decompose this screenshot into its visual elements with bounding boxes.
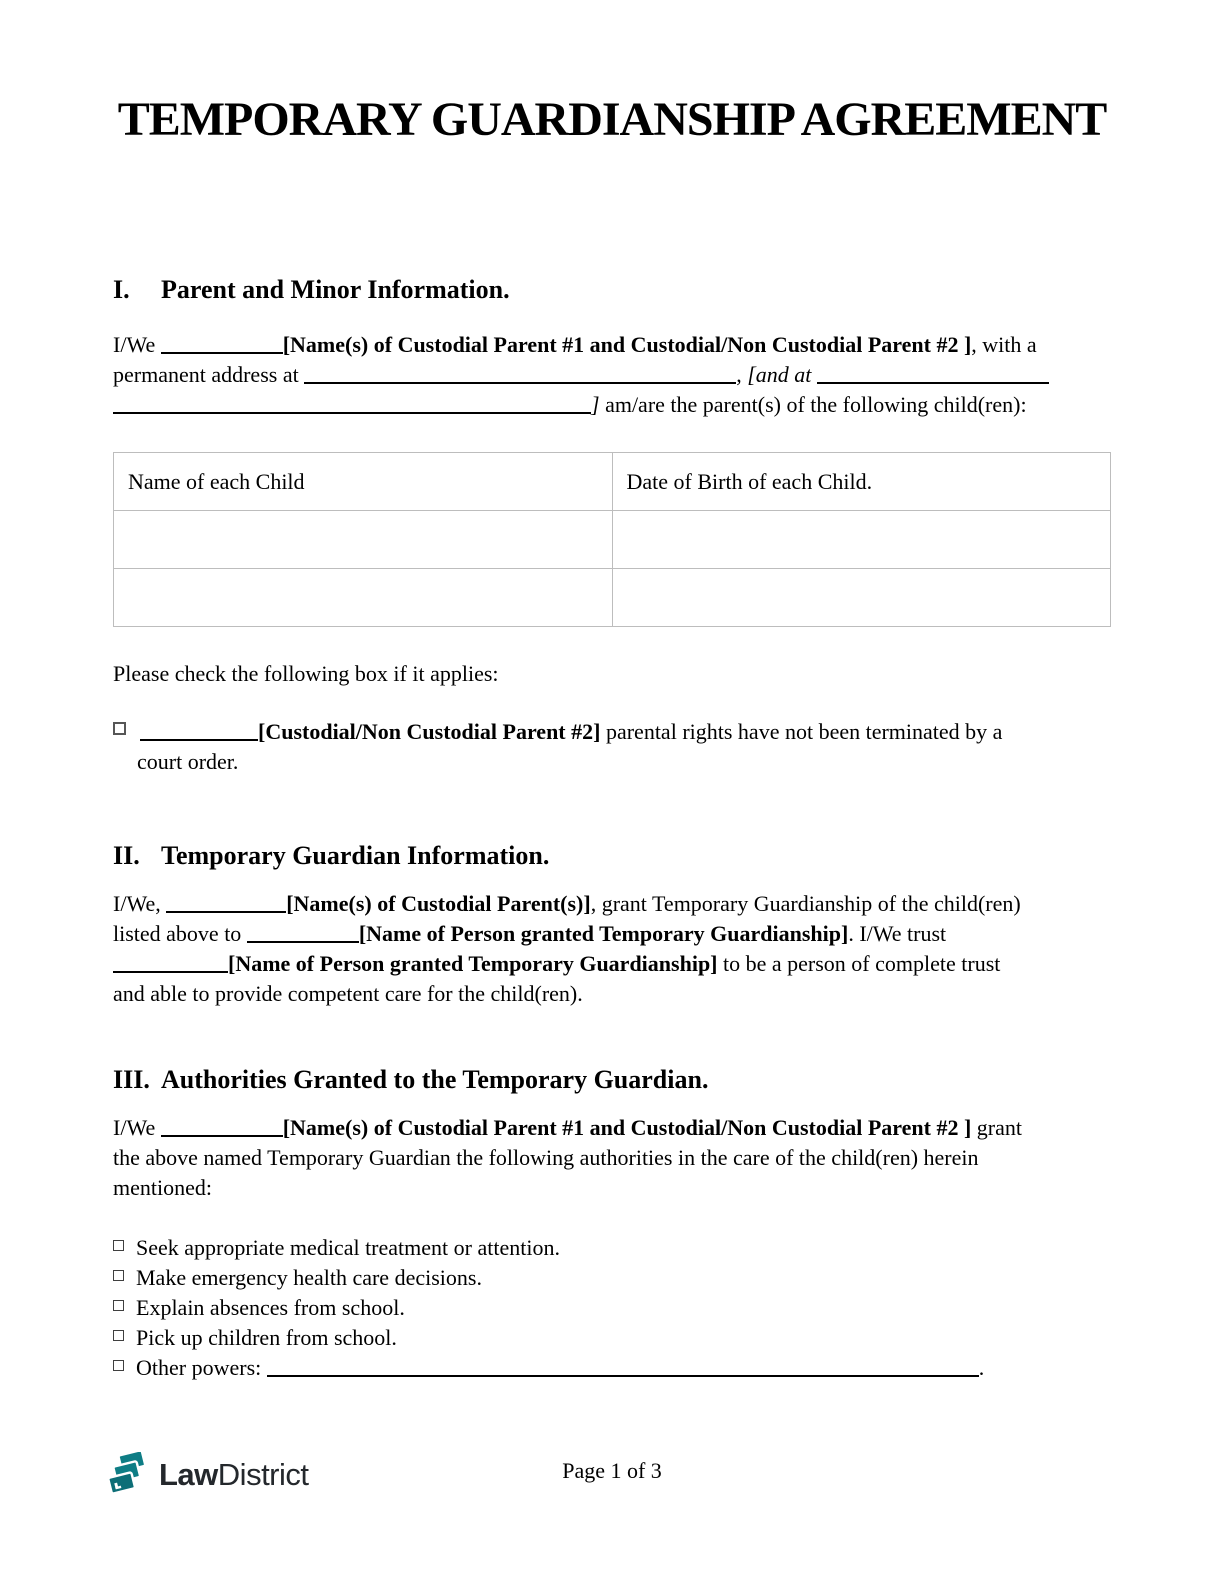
text-segment: mentioned: [113, 1175, 212, 1200]
pick-up-children-checkbox[interactable] [113, 1330, 124, 1341]
section-2-number: II. [113, 841, 140, 870]
section-1-paragraph [113, 330, 1111, 420]
authorities-checklist [113, 1235, 1111, 1385]
checklist-item [113, 1235, 1111, 1265]
placeholder-custodial-parents: [Name(s) of Custodial Parent(s)] [286, 891, 591, 916]
text-segment: , [736, 362, 748, 387]
text-segment: permanent address at [113, 362, 305, 387]
table-row [114, 569, 1111, 627]
check-prompt: Please check the following box if it applies: [113, 661, 499, 686]
section-2-paragraph [113, 889, 1111, 1009]
text-segment: the above named Temporary Guardian the following authorities in the care of the child(ren) herein [113, 1145, 979, 1170]
explain-absences-checkbox[interactable] [113, 1300, 124, 1311]
text-segment: , grant Temporary Guardianship of the child(ren) [590, 891, 1021, 916]
blank-field-address-3 [113, 396, 591, 414]
blank-field-address-1 [304, 366, 736, 384]
text-segment-italic: ] [591, 392, 600, 417]
text-segment: , with a [971, 332, 1037, 357]
checklist-item-label: Explain absences from school. [136, 1295, 405, 1320]
blank-field-address-2 [817, 366, 1049, 384]
placeholder-guardian-name: [Name of Person granted Temporary Guardianship] [358, 921, 849, 946]
table-header-child-dob: Date of Birth of each Child. [612, 453, 1111, 511]
checklist-item-other-powers [113, 1355, 1111, 1385]
text-segment: am/are the parent(s) of the following child(ren): [599, 392, 1027, 417]
lawdistrict-logo-icon [105, 1452, 151, 1498]
placeholder-parent2: [Custodial/Non Custodial Parent #2] [258, 719, 601, 744]
section-2-heading [113, 841, 1111, 871]
text-segment: and able to provide competent care for the child(ren). [113, 981, 583, 1006]
section-3-title: Authorities Granted to the Temporary Guardian. [161, 1065, 709, 1094]
table-cell-child-name-2[interactable] [114, 569, 613, 627]
lawdistrict-logo [105, 1452, 309, 1498]
text-segment: to be a person of complete trust [717, 951, 1001, 976]
lawdistrict-logo-text [159, 1457, 309, 1493]
blank-field-other-powers [267, 1359, 979, 1377]
blank-field-guardian-name-2 [113, 955, 228, 973]
checklist-item-label: Make emergency health care decisions. [136, 1265, 482, 1290]
section-2-title: Temporary Guardian Information. [161, 841, 550, 870]
section-3-paragraph [113, 1113, 1111, 1203]
section-1-heading [113, 275, 1111, 305]
text-segment: I/We, [113, 891, 167, 916]
medical-treatment-checkbox[interactable] [113, 1240, 124, 1251]
placeholder-parent-names: [Name(s) of Custodial Parent #1 and Custodial/Non Custodial Parent #2 ] [282, 332, 972, 357]
table-cell-child-dob-1[interactable] [612, 511, 1111, 569]
other-powers-checkbox[interactable] [113, 1360, 124, 1371]
logo-law-text: Law [159, 1457, 218, 1492]
emergency-health-checkbox[interactable] [113, 1270, 124, 1281]
parental-rights-checkbox-item [113, 717, 1111, 777]
text-segment: listed above to [113, 921, 247, 946]
blank-field-parent-names-2 [161, 1119, 283, 1137]
logo-district-text: District [217, 1457, 309, 1492]
table-cell-child-name-1[interactable] [114, 511, 613, 569]
blank-field-parent-names [161, 336, 283, 354]
table-header-row [114, 453, 1111, 511]
placeholder-guardian-name: [Name of Person granted Temporary Guardianship] [228, 951, 718, 976]
placeholder-parent-names: [Name(s) of Custodial Parent #1 and Custodial/Non Custodial Parent #2 ] [282, 1115, 972, 1140]
text-segment: I/We [113, 332, 161, 357]
text-segment: . [978, 1355, 985, 1380]
checklist-item [113, 1325, 1111, 1355]
document-title: TEMPORARY GUARDIANSHIP AGREEMENT [117, 93, 1107, 146]
checklist-item-label: Pick up children from school. [136, 1325, 397, 1350]
blank-field-guardian-name-1 [247, 925, 359, 943]
text-segment: grant [971, 1115, 1022, 1140]
section-1-title: Parent and Minor Information. [161, 275, 510, 304]
blank-field-parent2-name [140, 723, 258, 741]
text-segment: I/We [113, 1115, 161, 1140]
section-1-number: I. [113, 275, 130, 304]
text-segment: . I/We trust [848, 921, 947, 946]
children-table [113, 452, 1111, 627]
parental-rights-checkbox[interactable] [113, 722, 126, 735]
page-number: Page 1 of 3 [562, 1458, 662, 1483]
text-segment: court order. [137, 749, 239, 774]
table-row [114, 511, 1111, 569]
checklist-item [113, 1295, 1111, 1325]
section-3-number: III. [113, 1065, 150, 1094]
checklist-item [113, 1265, 1111, 1295]
other-powers-label: Other powers: [136, 1355, 267, 1380]
checklist-item-label: Seek appropriate medical treatment or attention. [136, 1235, 560, 1260]
page-footer [105, 1448, 1119, 1508]
text-segment: parental rights have not been terminated by a [600, 719, 1003, 744]
blank-field-custodial-parents [166, 895, 286, 913]
section-3-heading [113, 1065, 1111, 1095]
table-header-child-name: Name of each Child [114, 453, 613, 511]
table-cell-child-dob-2[interactable] [612, 569, 1111, 627]
text-segment-italic: [and at [747, 362, 817, 387]
